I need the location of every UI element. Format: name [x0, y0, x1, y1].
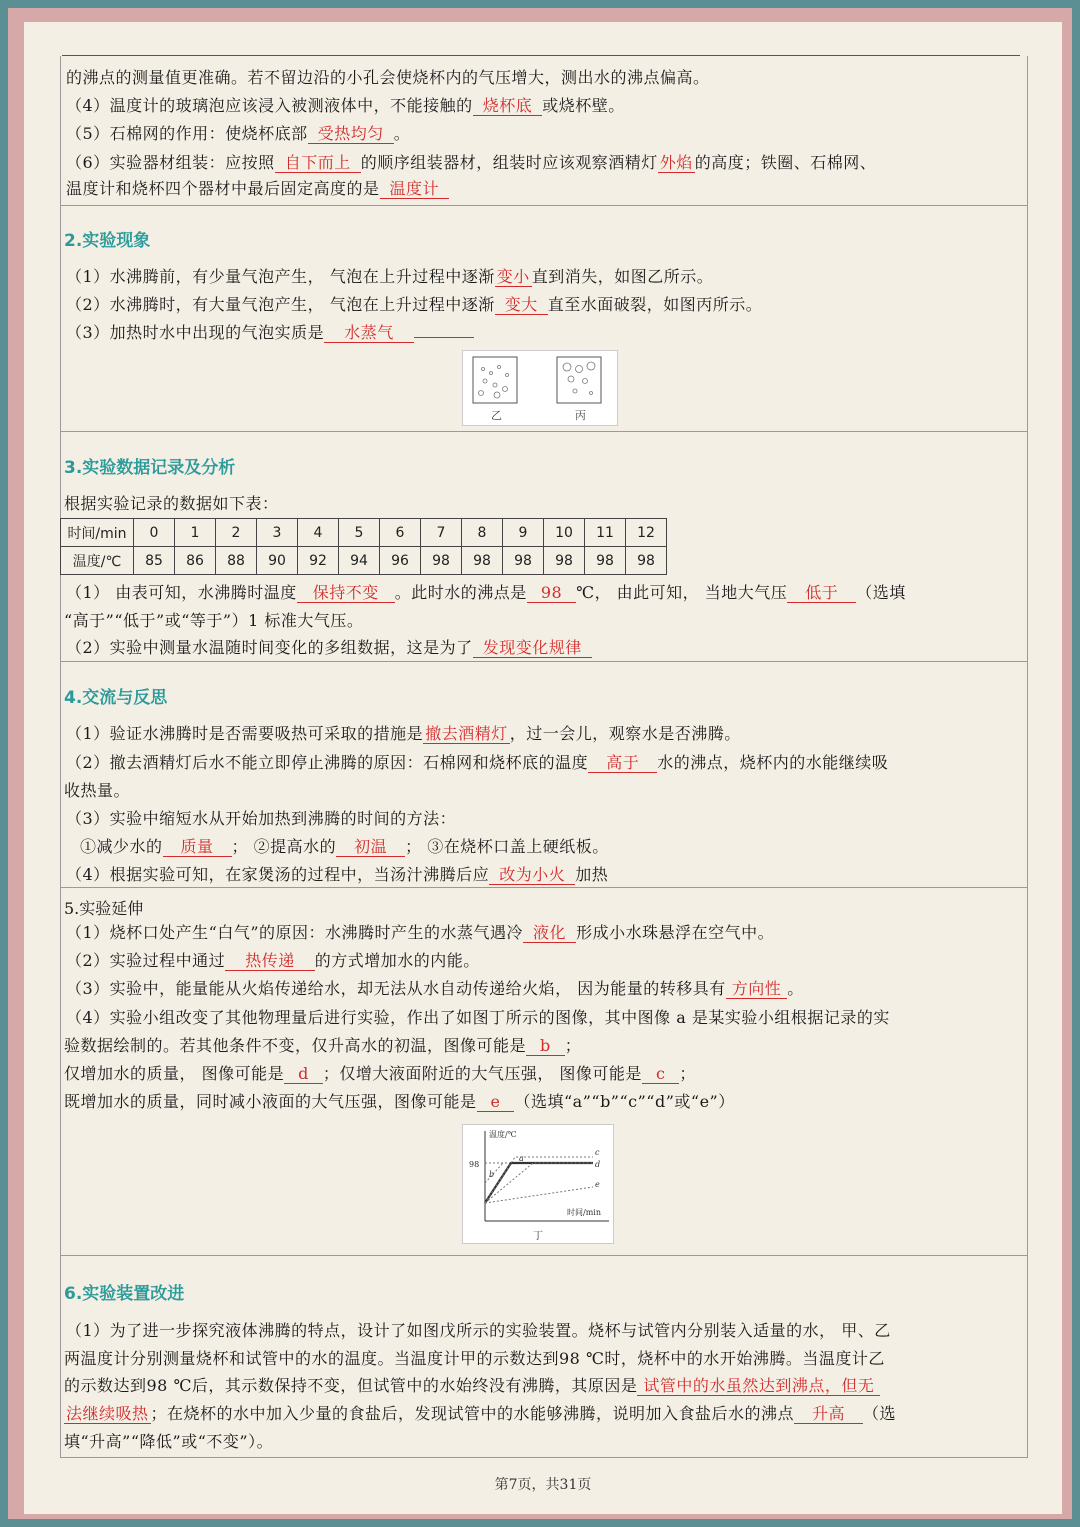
s5-line1: （1）烧杯口处产生“白气”的原因：水沸腾时产生的水蒸气遇冷 液化 形成小水珠悬浮在空气中。 [66, 923, 775, 942]
table-cell-temp: 94 [339, 547, 380, 575]
s2-line3: （3）加热时水中出现的气泡实质是 水蒸气 [66, 323, 474, 343]
table-cell-temp: 86 [175, 547, 216, 575]
temperature-graph [463, 1125, 613, 1243]
beaker-drawing [463, 351, 617, 425]
s5-line2: （2）实验过程中通过 热传递 的方式增加水的内能。 [66, 951, 480, 970]
table-cell-time: 11 [585, 519, 626, 547]
s4-line5: ①减少水的 质量 ； ②提高水的 初温 ； ③在烧杯口盖上硬纸板。 [80, 837, 609, 856]
table-cell-temp: 92 [298, 547, 339, 575]
s4-line2: （2）撤去酒精灯后水不能立即停止沸腾的原因：石棉网和烧杯底的温度 高于 水的沸点，烧杯内的水能继续吸 [66, 753, 889, 772]
s6-line5: 填“升高”“降低”或“不变”）。 [64, 1432, 274, 1451]
section-6-title: 6.实验装置改进 [64, 1284, 185, 1304]
table-cell-time: 7 [421, 519, 462, 547]
graph-figure [462, 1124, 614, 1244]
s1-line5: 温度计和烧杯四个器材中最后固定高度的是 温度计 [66, 179, 449, 199]
svg-text:丙: 丙 [575, 409, 586, 422]
s1-line2: （4）温度计的玻璃泡应该浸入被测液体中，不能接触的 烧杯底 或烧杯壁。 [66, 96, 625, 115]
s1-line1: 的沸点的测量值更准确。若不留边沿的小孔会使烧杯内的气压增大，测出水的沸点偏高。 [66, 68, 710, 87]
table-cell-time: 2 [216, 519, 257, 547]
table-cell-temp: 88 [216, 547, 257, 575]
svg-text:a: a [519, 1154, 524, 1163]
table-cell-temp: 98 [421, 547, 462, 575]
table-cell-temp: 98 [503, 547, 544, 575]
section-4-title: 4.交流与反思 [64, 688, 168, 708]
s6-line2: 两温度计分别测量烧杯和试管中的水的温度。当温度计甲的示数达到98 ℃时，烧杯中的水开始沸腾。当温度计乙 [64, 1349, 885, 1368]
s5-line5: 验数据绘制的。若其他条件不变，仅升高水的初温，图像可能是 b ； [64, 1036, 582, 1055]
s4-line6: （4）根据实验可知，在家煲汤的过程中，当汤汁沸腾后应 改为小火 加热 [66, 865, 609, 884]
page-number: 第7页，共31页 [494, 1477, 592, 1493]
page [24, 22, 1062, 1514]
s5-line3: （3）实验中，能量能从火焰传递给水，却无法从水自动传递给火焰， 因为能量的转移具有 方向性 。 [66, 979, 804, 998]
s5-line6: 仅增加水的质量， 图像可能是 d ；仅增大液面附近的大气压强， 图像可能是 c ； [64, 1064, 696, 1083]
table-cell-temp: 98 [544, 547, 585, 575]
table-cell-temp: 96 [380, 547, 421, 575]
s5-line7: 既增加水的质量，同时减小液面的大气压强，图像可能是 e （选填“a”“b”“c”“d”或“e”） [64, 1092, 735, 1111]
svg-text:时间/min: 时间/min [567, 1208, 601, 1217]
table-cell-time: 10 [544, 519, 585, 547]
table-header: 时间/min [61, 519, 134, 547]
s2-line1: （1）水沸腾前，有少量气泡产生， 气泡在上升过程中逐渐 变小 直到消失，如图乙所示。 [66, 267, 714, 286]
table-row-time [61, 519, 667, 547]
table-cell-temp: 90 [257, 547, 298, 575]
section-5-title: 5.实验延伸 [64, 899, 144, 918]
s1-line4: （6）实验器材组装：应按照 自下而上 的顺序组装器材，组装时应该观察酒精灯 外焰 的高度；铁圈、石棉网、 [66, 153, 877, 172]
s1-line3: （5）石棉网的作用：使烧杯底部 受热均匀 。 [66, 124, 411, 143]
table-cell-time: 12 [626, 519, 667, 547]
s6-line3: 的示数达到98 ℃后，其示数保持不变，但试管中的水始终没有沸腾，其原因是 试管中的水虽然达到沸点，但无 [64, 1376, 880, 1396]
s3-line3: （2）实验中测量水温随时间变化的多组数据，这是为了 发现变化规律 [66, 638, 592, 658]
table-cell-time: 5 [339, 519, 380, 547]
s6-line4: 法继续吸热 ；在烧杯的水中加入少量的食盐后，发现试管中的水能够沸腾，说明加入食盐后水的沸点 升高 （选 [66, 1404, 897, 1423]
s3-intro: 根据实验记录的数据如下表： [64, 494, 279, 513]
svg-text:乙: 乙 [491, 409, 502, 422]
svg-text:98: 98 [469, 1160, 480, 1169]
s4-line1: （1）验证水沸腾时是否需要吸热可采取的措施是 撤去酒精灯 ，过一会儿，观察水是否沸腾。 [66, 724, 741, 743]
table-cell-time: 8 [462, 519, 503, 547]
s4-line3: 收热量。 [64, 781, 131, 800]
beaker-figure [462, 350, 618, 426]
table-cell-time: 1 [175, 519, 216, 547]
data-table [60, 518, 667, 575]
svg-text:c: c [595, 1148, 600, 1157]
svg-text:d: d [595, 1160, 601, 1169]
s6-line1: （1）为了进一步探究液体沸腾的特点，设计了如图戊所示的实验装置。烧杯与试管内分别装入适量的水， 甲、乙 [66, 1321, 891, 1340]
section-2-title: 2.实验现象 [64, 231, 151, 251]
s4-line4: （3）实验中缩短水从开始加热到沸腾的时间的方法： [66, 809, 457, 828]
s3-line1: （1） 由表可知，水沸腾时温度 保持不变 。此时水的沸点是 98 ℃， 由此可知， 当地大气压 低于 （选填 [66, 583, 906, 602]
table-cell-time: 6 [380, 519, 421, 547]
section-3-title: 3.实验数据记录及分析 [64, 458, 236, 478]
table-cell-time: 3 [257, 519, 298, 547]
svg-text:e: e [595, 1180, 600, 1189]
s3-line2: “高于”“低于”或“等于”）1 标准大气压。 [64, 611, 364, 630]
table-cell-time: 9 [503, 519, 544, 547]
table-cell-time: 4 [298, 519, 339, 547]
table-cell-temp: 98 [585, 547, 626, 575]
s2-line2: （2）水沸腾时，有大量气泡产生， 气泡在上升过程中逐渐 变大 直至水面破裂，如图丙所示。 [66, 295, 763, 314]
table-cell-temp: 85 [134, 547, 175, 575]
svg-text:丁: 丁 [533, 1231, 543, 1242]
s5-line4: （4）实验小组改变了其他物理量后进行实验，作出了如图丁所示的图像，其中图像 a 是某实验小组根据记录的实 [66, 1008, 890, 1027]
table-header: 温度/℃ [61, 547, 134, 575]
svg-text:温度/℃: 温度/℃ [489, 1130, 517, 1139]
table-cell-temp: 98 [626, 547, 667, 575]
table-cell-temp: 98 [462, 547, 503, 575]
table-row-temp [61, 547, 667, 575]
table-cell-time: 0 [134, 519, 175, 547]
svg-text:b: b [489, 1170, 495, 1179]
